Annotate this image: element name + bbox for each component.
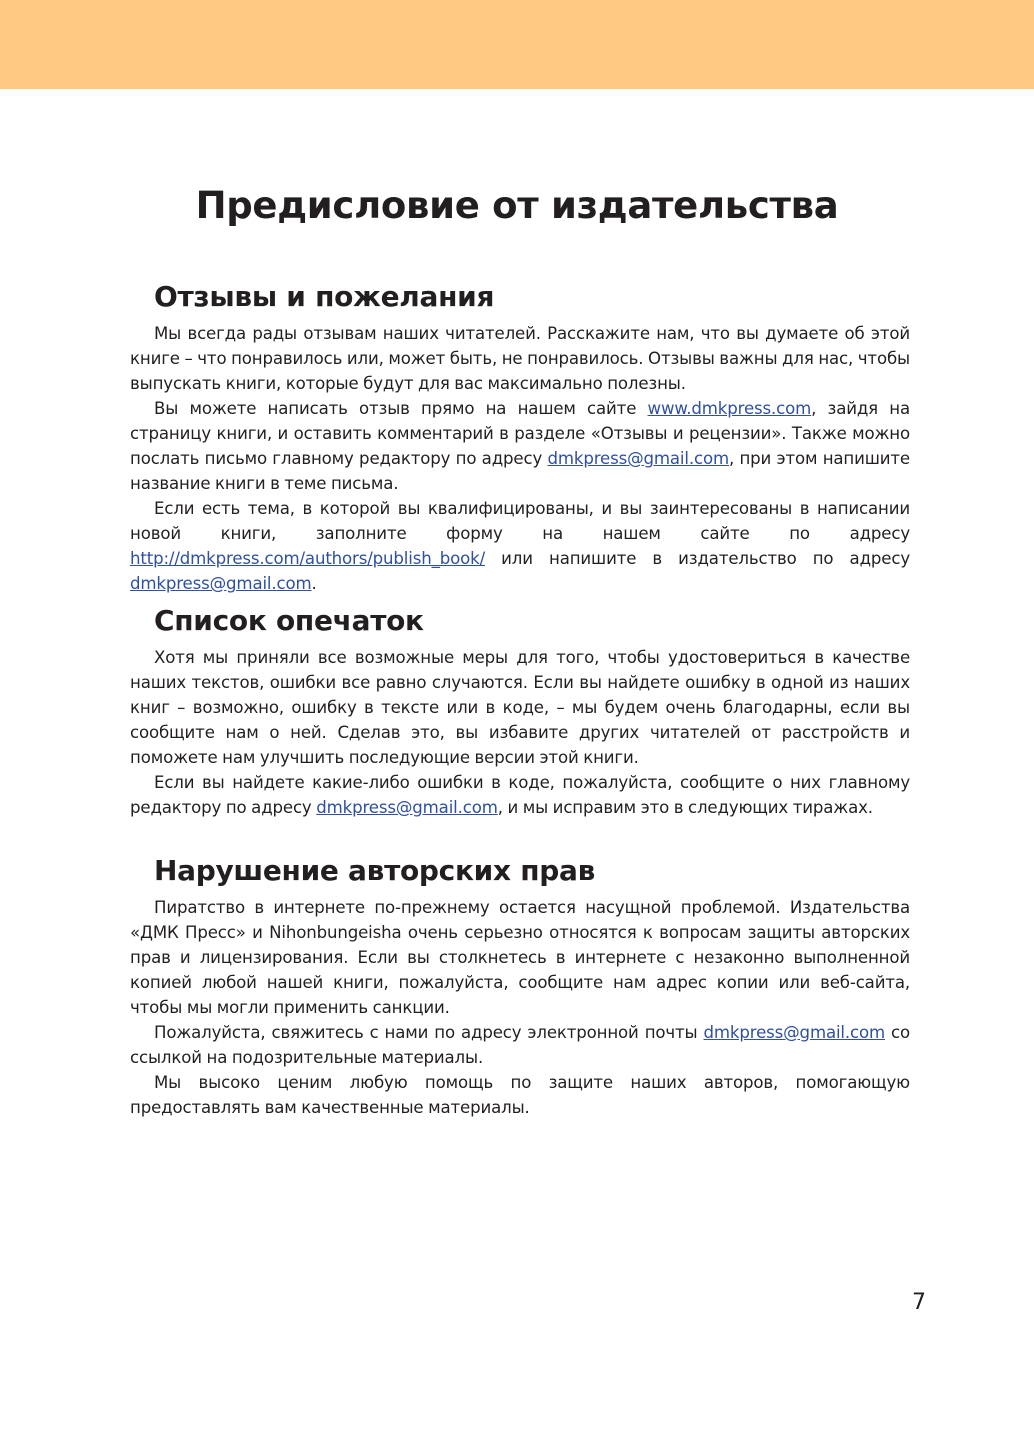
top-color-band	[0, 0, 1034, 89]
copyright-paragraph-1: Пиратство в интернете по-прежнему остается насущной проблемой. Издательства «ДМК Пресс» и Nihonbungeisha очень серьезно относятся к вопросам защиты авторских прав и лицензирования. Если вы столкнетесь в интернете с незаконно выполненной копией любой нашей книги, пожалуйста, сообщите нам адрес копии или веб-сайта, чтобы мы могли применить санкции.	[130, 898, 910, 1017]
errata-p2-text-a: Если вы найдете какие-либо ошибки в коде, пожалуйста, сообщите о них главному редактору по адресу	[130, 773, 910, 817]
reviews-p2-text-a: Вы можете написать отзыв прямо на нашем сайте	[154, 399, 648, 418]
copyright-paragraph-3: Мы высоко ценим любую помощь по защите наших авторов, помогающую предоставлять вам качественные материалы.	[130, 1073, 910, 1117]
copyright-email-link[interactable]: dmkpress@gmail.com	[703, 1023, 886, 1042]
section-heading-reviews: Отзывы и пожелания	[154, 280, 495, 313]
copyright-p2-text-b: со ссылкой на подозрительные материалы.	[130, 1023, 910, 1067]
reviews-p2-text-c: , при этом напишите название книги в теме письма.	[130, 449, 910, 493]
reviews-paragraph-1: Мы всегда рады отзывам наших читателей. Расскажите нам, что вы думаете об этой книге – что понравилось или, может быть, не понравилось. Отзывы важны для нас, чтобы выпускать книги, которые будут для вас максимально полезны.	[130, 324, 910, 393]
section-reviews	[130, 277, 910, 596]
errata-paragraph-1: Хотя мы приняли все возможные меры для того, чтобы удостовериться в качестве наших текстов, ошибки все равно случаются. Если вы найдете ошибку в одной из наших книг – возможно, ошибку в тексте или в коде, – мы будем очень благодарны, если вы сообщите нам о ней. Сделав это, вы избавите других читателей от расстройств и поможете нам улучшить последующие версии этой книги.	[130, 648, 910, 767]
reviews-p3-text-b: или напишите в издательство по адресу	[485, 549, 910, 568]
section-copyright	[130, 851, 910, 1120]
reviews-paragraph-2	[130, 396, 910, 496]
reviews-p2-text-b: , зайдя на страницу книги, и оставить комментарий в разделе «Отзывы и рецензии». Также можно послать письмо главному редактору по адресу	[130, 399, 910, 468]
errata-p2-text-b: , и мы исправим это в следующих тиражах.	[497, 798, 873, 817]
section-heading-errata: Список опечаток	[154, 604, 424, 637]
reviews-p3-text-a: Если есть тема, в которой вы квалифицированы, и вы заинтересованы в написании новой книги, заполните форму на нашем сайте по адресу	[130, 499, 910, 543]
page-number: 7	[912, 1290, 926, 1315]
errata-paragraph-2	[130, 770, 910, 820]
publisher-email-link[interactable]: dmkpress@gmail.com	[130, 574, 312, 593]
errata-email-link[interactable]: dmkpress@gmail.com	[316, 798, 498, 817]
section-errata	[130, 601, 910, 820]
copyright-p2-text-a: Пожалуйста, свяжитесь с нами по адресу электронной почты	[154, 1023, 704, 1042]
editor-email-link[interactable]: dmkpress@gmail.com	[547, 449, 729, 468]
publish-book-link[interactable]: http://dmkpress.com/authors/publish_book/	[130, 549, 486, 568]
reviews-paragraph-3	[130, 496, 910, 596]
website-link[interactable]: www.dmkpress.com	[647, 399, 812, 418]
section-heading-copyright: Нарушение авторских прав	[154, 854, 596, 887]
reviews-p3-text-c: .	[311, 574, 317, 593]
page-title: Предисловие от издательства	[195, 184, 839, 227]
copyright-paragraph-2	[130, 1020, 910, 1070]
